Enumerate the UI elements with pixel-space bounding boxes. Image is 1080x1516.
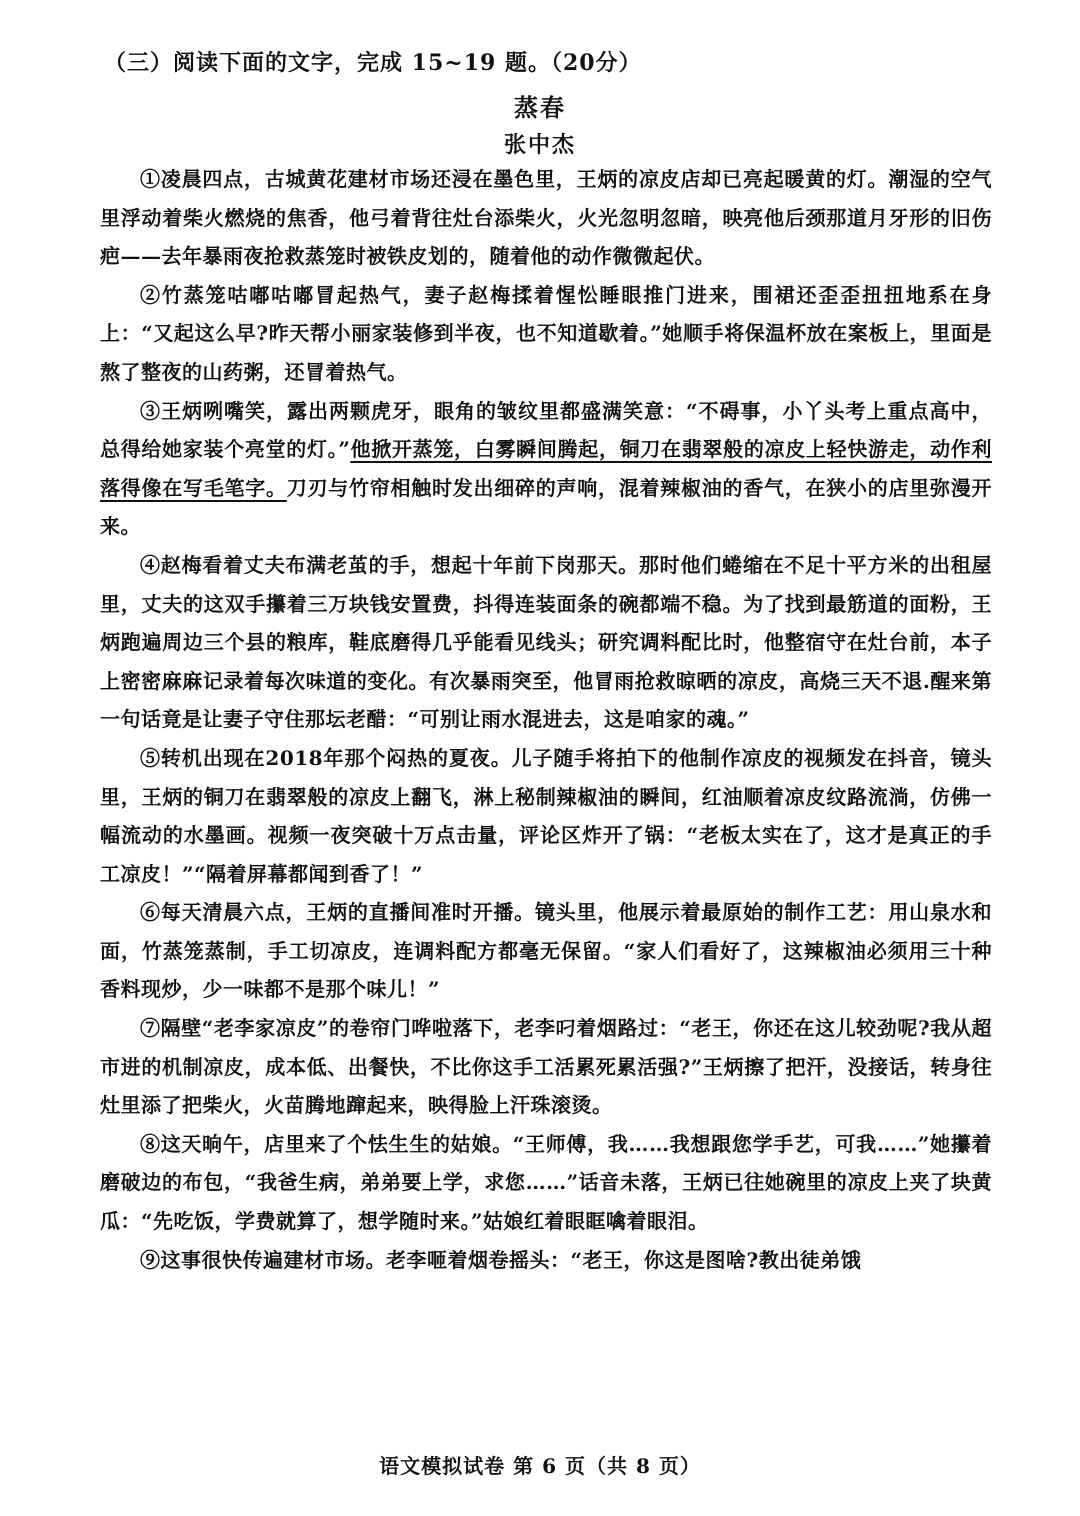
paragraph-3 — [100, 392, 992, 546]
section-header: （三）阅读下面的文字，完成 15~19 题。（20分） — [104, 50, 642, 76]
paragraph-7: ⑦隔壁“老李家凉皮”的卷帘门哗啦落下，老李叼着烟路过：“老王，你还在这儿较劲呢?我从超市进的机制凉皮，成本低、出餐快，不比你这手工活累死累活强?”王炳擦了把汗，没接话，转身往灶里添了把柴火，火苗腾地蹿起来，映得脸上汗珠滚烫。 — [100, 1016, 992, 1118]
paragraph-4: ④赵梅看着丈夫布满老茧的手，想起十年前下岗那天。那时他们蜷缩在不足十平方米的出租屋里，丈夫的这双手攥着三万块钱安置费，抖得连装面条的碗都端不稳。为了找到最筋道的面粉，王炳跑遍周边三个县的粮库，鞋底磨得几乎能看见线头；研究调料配比时，他整宿守在灶台前，本子上密密麻麻记录着每次味道的变化。有次暴雨突至，他冒雨抢救晾晒的凉皮，高烧三天不退.醒来第一句话竟是让妻子守住那坛老醋：“可别让雨水混进去，这是咱家的魂。” — [100, 552, 992, 732]
paragraph-3-tail: 刀刃与竹帘相触时发出细碎的声响，混着辣椒油的香气，在狭小的店里弥漫开来。 — [100, 475, 992, 539]
article-author: 张中杰 — [503, 132, 576, 158]
article-title: 蒸春 — [514, 93, 566, 122]
paragraph-6: ⑥每天清晨六点，王炳的直播间准时开播。镜头里，他展示着最原始的制作工艺：用山泉水和面，竹蒸笼蒸制，手工切凉皮，连调料配方都毫无保留。“家人们看好了，这辣椒油必须用三十种香料现炒，少一味都不是那个味儿！” — [100, 900, 992, 1002]
paragraph-8: ⑧这天晌午，店里来了个怯生生的姑娘。“王师傅，我……我想跟您学手艺，可我……”她攥着磨破边的布包，“我爸生病，弟弟要上学，求您……”话音未落，王炳已往她碗里的凉皮上夹了块黄瓜：“先吃饭，学费就算了，想学随时来。”姑娘红着眼眶噙着眼泪。 — [100, 1131, 992, 1234]
article-body — [100, 160, 992, 1279]
paragraph-9: ⑨这事很快传遍建材市场。老李咂着烟卷摇头：“老王，你这是图啥?教出徒弟饿 — [140, 1247, 862, 1272]
paragraph-1: ①凌晨四点，古城黄花建材市场还浸在墨色里，王炳的凉皮店却已亮起暖黄的灯。潮湿的空气里浮动着柴火燃烧的焦香，他弓着背往灶台添柴火，火光忽明忽暗，映亮他后颈那道月牙形的旧伤疤——去年暴雨夜抢救蒸笼时被铁皮划的，随着他的动作微微起伏。 — [100, 167, 992, 269]
page-footer: 语文模拟试卷 第 6 页（共 8 页） — [379, 1454, 701, 1478]
paragraph-5: ⑤转机出现在2018年那个闷热的夏夜。儿子随手将拍下的他制作凉皮的视频发在抖音，镜头里，王炳的铜刀在翡翠般的凉皮上翻飞，淋上秘制辣椒油的瞬间，红油顺着凉皮纹路流淌，仿佛一幅流动的水墨画。视频一夜突破十万点击量，评论区炸开了锅：“老板太实在了，这才是真正的手工凉皮！”“隔着屏幕都闻到香了！” — [100, 745, 992, 886]
paragraph-3-lead: ③王炳咧嘴笑，露出两颗虎牙，眼角的皱纹里都盛满笑意：“不碍事，小丫头考上重点高中，总得给她家装个亮堂的灯。” — [100, 398, 992, 462]
paragraph-2: ②竹蒸笼咕嘟咕嘟冒起热气，妻子赵梅揉着惺忪睡眼推门进来，围裙还歪歪扭扭地系在身上：“又起这么早?昨天帮小丽家装修到半夜，也不知道歇着。”她顺手将保温杯放在案板上，里面是熬了整夜的山药粥，还冒着热气。 — [100, 282, 992, 384]
underlined-sentence: 他掀开蒸笼，白雾瞬间腾起，铜刀在翡翠般的凉皮上轻快游走，动作利落得像在写毛笔字。 — [100, 437, 992, 500]
